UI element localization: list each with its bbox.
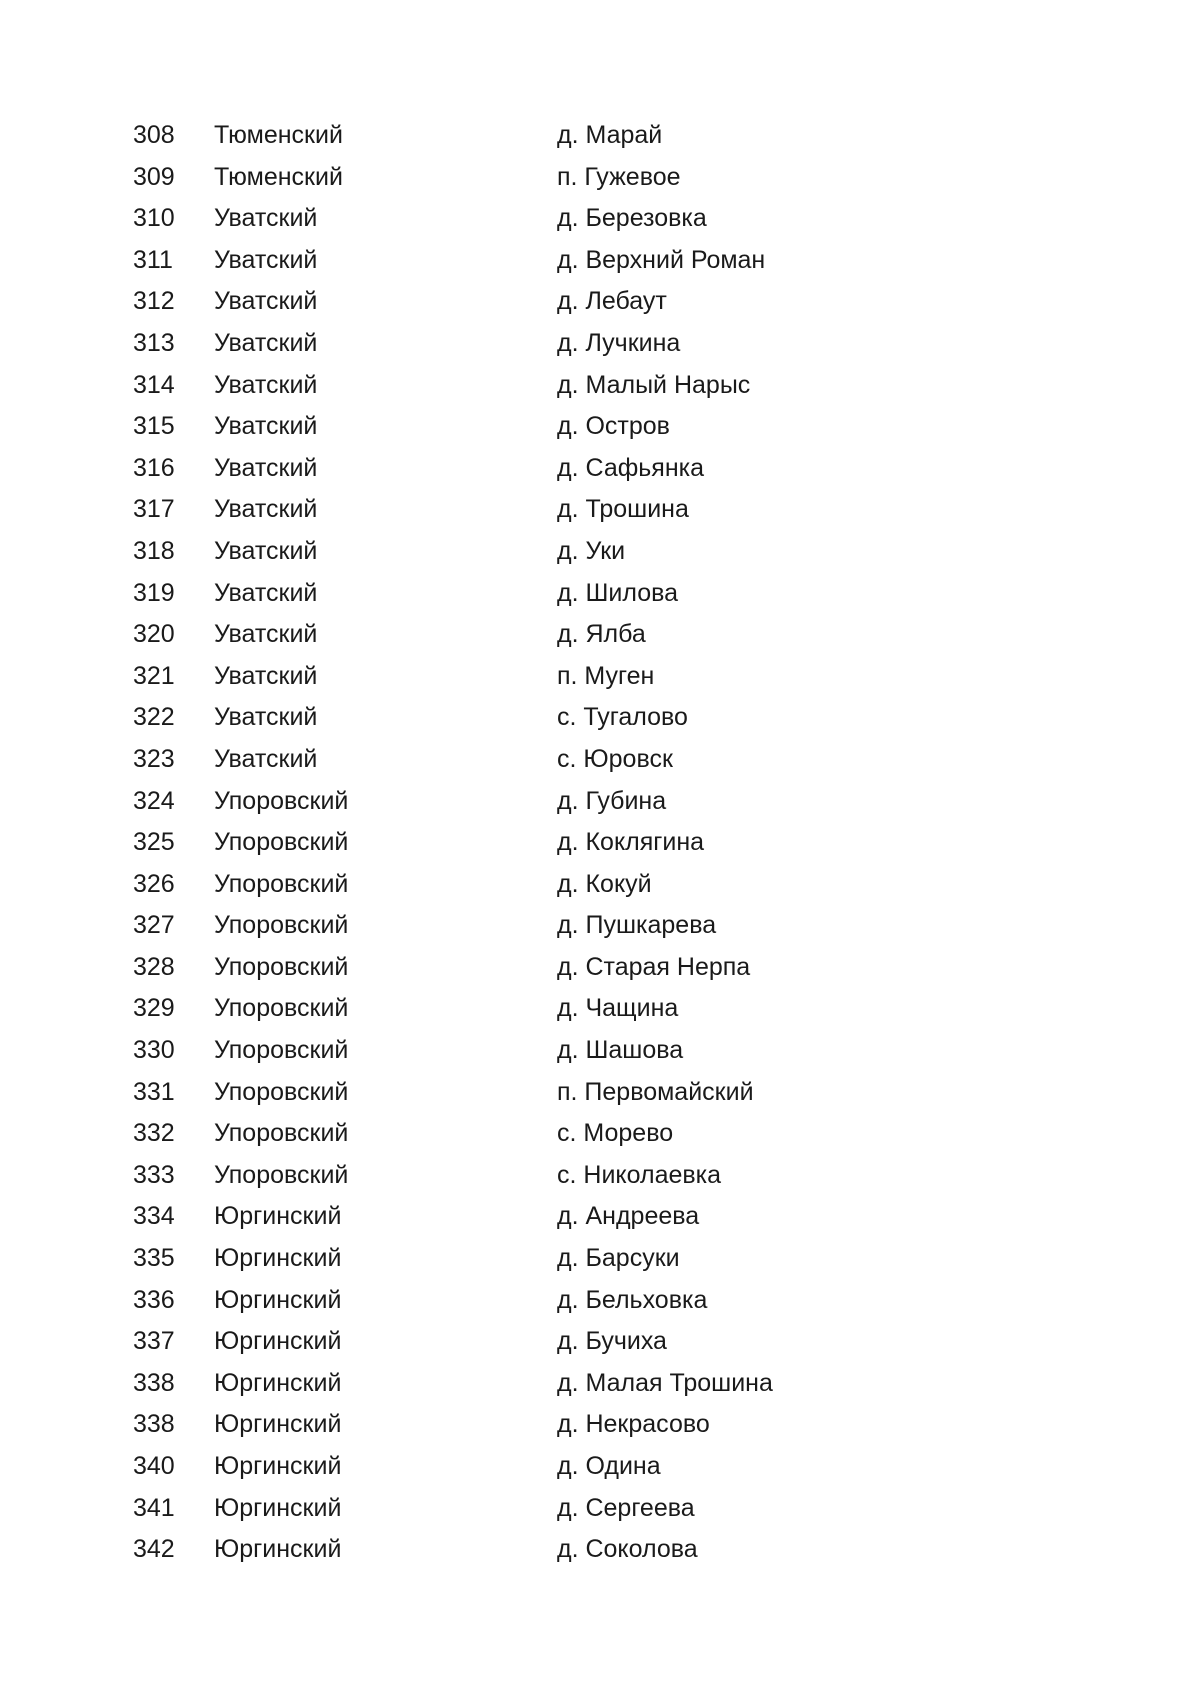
row-number: 330 [133,1036,175,1065]
table-row [133,1113,933,1155]
settlement-name: д. Одина [557,1452,661,1480]
table-row [133,281,933,323]
table-row [133,1238,933,1280]
row-number: 332 [133,1119,175,1148]
row-number: 342 [133,1535,175,1564]
district-name: Уватский [214,453,318,482]
district-name: Юргинский [214,1452,342,1480]
settlement-name: п. Первомайский [557,1077,754,1106]
settlement-name: д. Андреева [557,1202,700,1231]
settlement-name: д. Малый Нарыс [557,370,751,399]
settlement-name: п. Муген [557,661,655,690]
district-name: Уватский [214,536,318,565]
settlement-name: д. Сафьянка [557,453,705,482]
settlement-name: д. Шашова [557,1036,684,1065]
district-name: Уватский [214,744,318,773]
settlement-name: д. Соколова [557,1535,698,1564]
table-row [133,1030,933,1072]
row-number: 317 [133,495,175,524]
district-name: Уватский [214,370,318,399]
district-name: Тюменский [214,121,343,149]
table-row [133,406,933,448]
row-number: 309 [133,162,175,191]
district-name: Уватский [214,412,318,441]
settlement-name: д. Березовка [557,204,707,233]
row-number: 308 [133,121,175,149]
settlement-name: д. Бельховка [557,1285,708,1314]
settlement-name: д. Старая Нерпа [557,952,751,981]
table-row [133,1280,933,1322]
district-name: Юргинский [214,1285,342,1314]
district-name: Упоровский [214,994,349,1023]
district-name: Юргинский [214,1244,342,1273]
row-number: 341 [133,1493,175,1522]
settlement-name: с. Николаевка [557,1160,722,1189]
row-number: 316 [133,453,175,482]
settlement-name: д. Губина [557,786,667,815]
settlement-name: д. Чащина [557,994,679,1023]
row-number: 322 [133,703,175,732]
table-row [133,1155,933,1197]
row-number: 326 [133,869,175,898]
row-number: 338 [133,1368,175,1397]
district-name: Уватский [214,661,318,690]
row-number: 325 [133,828,175,857]
settlement-name: д. Бучиха [557,1327,667,1356]
settlement-name: д. Лучкина [557,328,681,357]
settlement-name: д. Марай [557,121,663,149]
settlement-name: д. Лебаут [557,287,667,316]
district-name: Юргинский [214,1202,342,1231]
district-name: Уватский [214,495,318,524]
settlement-name: д. Шилова [557,578,679,607]
row-number: 323 [133,744,175,773]
table-row [133,1196,933,1238]
row-number: 321 [133,661,175,690]
district-name: Упоровский [214,911,349,940]
table-row [133,1321,933,1363]
settlement-name: д. Коклягина [557,828,705,857]
district-name: Упоровский [214,1077,349,1106]
table-row [133,1488,933,1530]
district-name: Уватский [214,578,318,607]
district-name: Уватский [214,204,318,233]
district-name: Упоровский [214,1036,349,1065]
table-row [133,448,933,490]
settlement-table [133,115,933,1571]
row-number: 319 [133,578,175,607]
table-row [133,489,933,531]
settlement-name: д. Сергеева [557,1493,695,1522]
table-row [133,988,933,1030]
row-number: 311 [133,245,173,274]
settlement-name: д. Уки [557,536,626,565]
table-row [133,697,933,739]
table-row [133,614,933,656]
district-name: Уватский [214,703,318,732]
settlement-name: д. Барсуки [557,1244,680,1273]
district-name: Юргинский [214,1535,342,1564]
row-number: 340 [133,1452,175,1480]
district-name: Упоровский [214,952,349,981]
row-number: 333 [133,1160,175,1189]
district-name: Упоровский [214,1160,349,1189]
row-number: 324 [133,786,175,815]
district-name: Уватский [214,287,318,316]
row-number: 338 [133,1410,175,1439]
table-row [133,573,933,615]
row-number: 312 [133,287,175,316]
table-row [133,781,933,823]
settlement-name: д. Трошина [557,495,689,524]
row-number: 331 [133,1077,175,1106]
district-name: Упоровский [214,786,349,815]
settlement-name: с. Морево [557,1119,674,1148]
district-name: Уватский [214,620,318,649]
row-number: 334 [133,1202,175,1231]
district-name: Уватский [214,328,318,357]
table-row [133,1072,933,1114]
table-row [133,1363,933,1405]
settlement-name: д. Кокуй [557,869,652,898]
table-row [133,157,933,199]
district-name: Упоровский [214,1119,349,1148]
table-row [133,198,933,240]
table-row [133,531,933,573]
district-name: Уватский [214,245,318,274]
row-number: 337 [133,1327,175,1356]
settlement-name: с. Тугалово [557,703,688,732]
table-row [133,864,933,906]
row-number: 313 [133,328,175,357]
district-name: Юргинский [214,1410,342,1439]
row-number: 314 [133,370,175,399]
table-row [133,323,933,365]
district-name: Юргинский [214,1327,342,1356]
table-row [133,115,933,157]
row-number: 320 [133,620,175,649]
table-row [133,947,933,989]
row-number: 327 [133,911,175,940]
table-row [133,656,933,698]
table-row [133,240,933,282]
district-name: Упоровский [214,828,349,857]
row-number: 329 [133,994,175,1023]
row-number: 315 [133,412,175,441]
table-row [133,822,933,864]
table-row [133,1446,933,1488]
settlement-name: д. Некрасово [557,1410,710,1439]
district-name: Юргинский [214,1368,342,1397]
row-number: 336 [133,1285,175,1314]
row-number: 318 [133,536,175,565]
settlement-name: д. Ялба [557,620,646,649]
settlement-name: д. Остров [557,412,670,441]
row-number: 328 [133,952,175,981]
table-row [133,1529,933,1571]
district-name: Упоровский [214,869,349,898]
table-row [133,905,933,947]
settlement-name: с. Юровск [557,744,673,773]
district-name: Тюменский [214,162,343,191]
settlement-name: п. Гужевое [557,162,681,191]
table-row [133,739,933,781]
settlement-name: д. Малая Трошина [557,1368,773,1397]
table-row [133,1404,933,1446]
row-number: 310 [133,204,175,233]
district-name: Юргинский [214,1493,342,1522]
settlement-name: д. Верхний Роман [557,245,766,274]
row-number: 335 [133,1244,175,1273]
table-row [133,365,933,407]
settlement-name: д. Пушкарева [557,911,717,940]
